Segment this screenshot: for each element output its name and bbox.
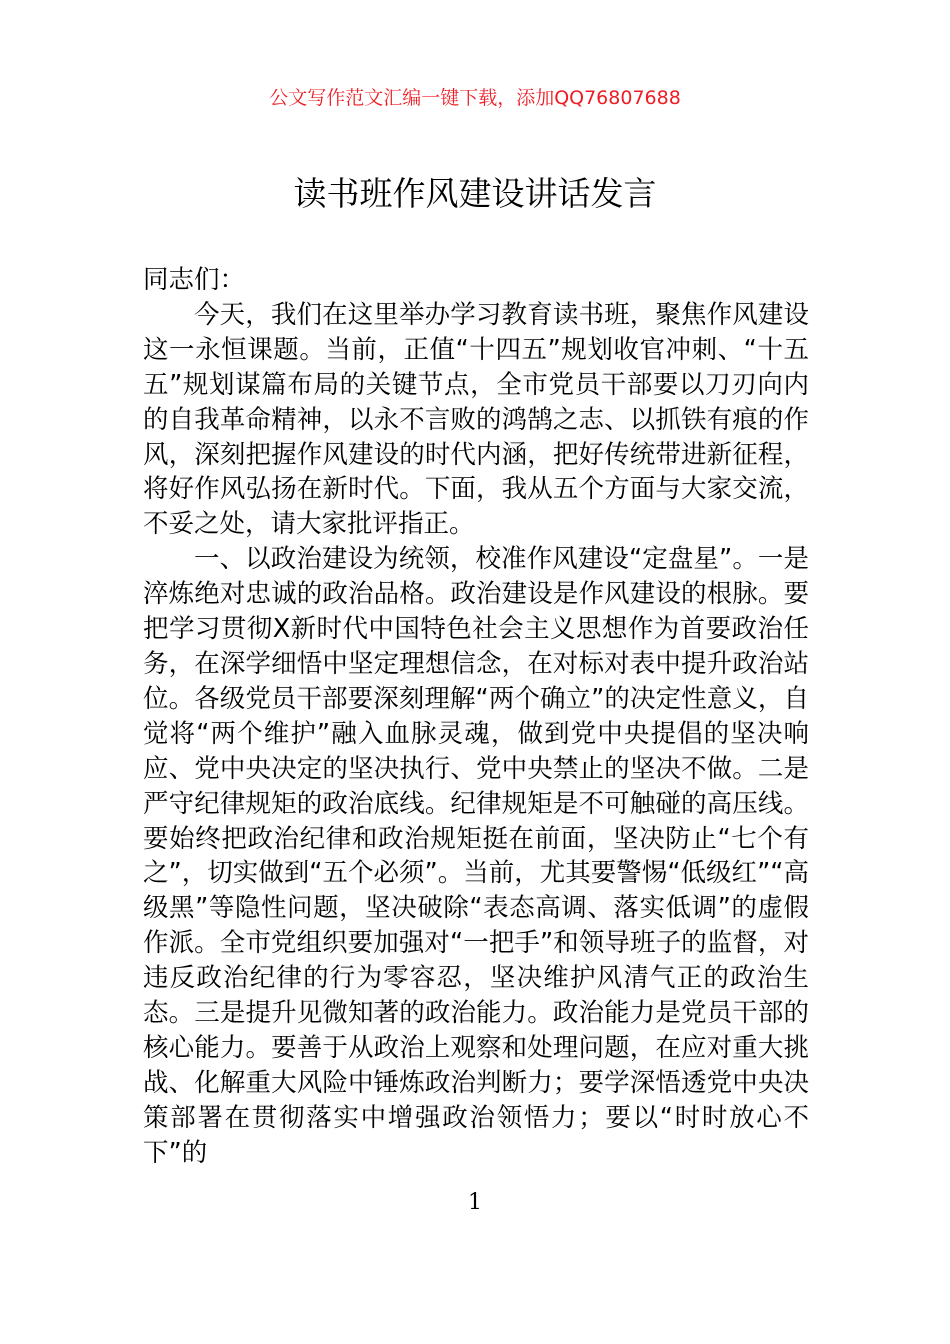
document-body <box>143 263 809 1171</box>
page-number: 1 <box>468 1190 482 1215</box>
download-promo-banner: 公文写作范文汇编一键下载，添加QQ76807688 <box>269 87 681 109</box>
body-paragraph-section-one: 一、以政治建设为统领，校准作风建设“定盘星”。一是淬炼绝对忠诚的政治品格。政治建设是作风建设的根脉。要把学习贯彻X新时代中国特色社会主义思想作为首要政治任务，在深学细悟中坚定理想信念，在对标对表中提升政治站位。各级党员干部要深刻理解“两个确立”的决定性意义，自觉将“两个维护”融入血脉灵魂，做到党中央提倡的坚决响应、党中央决定的坚决执行、党中央禁止的坚决不做。二是严守纪律规矩的政治底线。纪律规矩是不可触碰的高压线。要始终把政治纪律和政治规矩挺在前面，坚决防止“七个有之”，切实做到“五个必须”。当前，尤其要警惕“低级红”“高级黑”等隐性问题，坚决破除“表态高调、落实低调”的虚假作派。全市党组织要加强对“一把手”和领导班子的监督，对违反政治纪律的行为零容忍，坚决维护风清气正的政治生态。三是提升见微知著的政治能力。政治能力是党员干部的核心能力。要善于从政治上观察和处理问题，在应对重大挑战、化解重大风险中锤炼政治判断力；要学深悟透党中央决策部署在贯彻落实中增强政治领悟力；要以“时时放心不下”的 <box>143 544 809 1168</box>
document-title: 读书班作风建设讲话发言 <box>293 174 657 213</box>
body-paragraph-intro: 今天，我们在这里举办学习教育读书班，聚焦作风建设这一永恒课题。当前，正值“十四五”规划收官冲刺、“十五五”规划谋篇布局的关键节点，全市党员干部要以刀刃向内的自我革命精神，以永不言败的鸿鹄之志、以抓铁有痕的作风，深刻把握作风建设的时代内涵，把好传统带进新征程，将好作风弘扬在新时代。下面，我从五个方面与大家交流，不妥之处，请大家批评指正。 <box>143 299 809 540</box>
salutation: 同志们： <box>143 265 246 295</box>
